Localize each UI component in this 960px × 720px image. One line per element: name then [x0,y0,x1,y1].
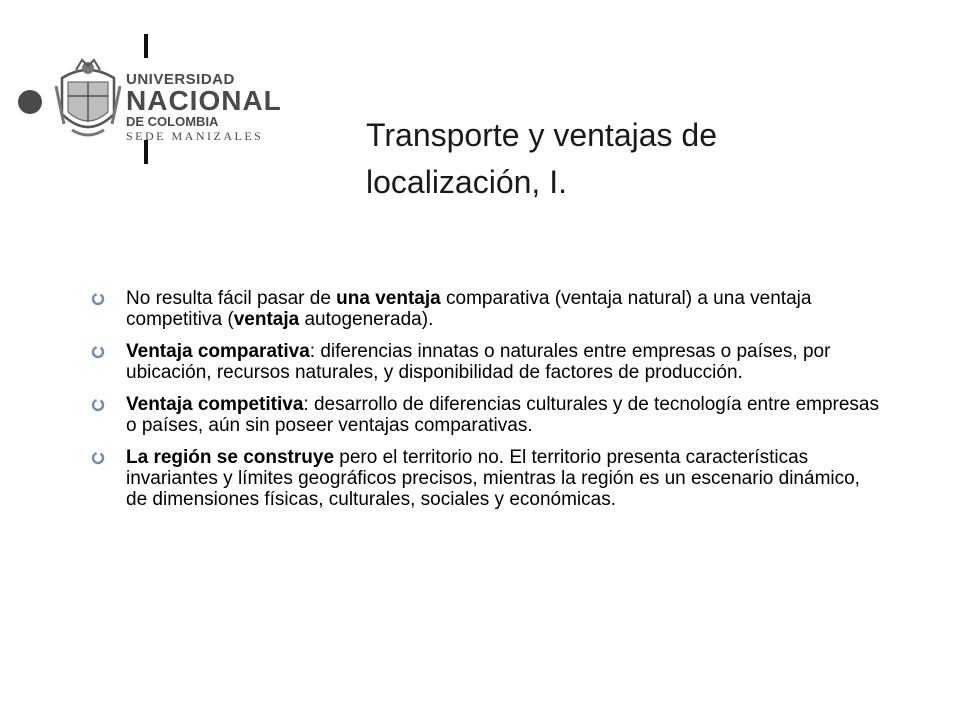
slide-title-line-1: Transporte y ventajas de [366,117,717,153]
bullet-text: No resulta fácil pasar de [126,288,337,309]
logo-line-nacional: NACIONAL [126,85,282,116]
logo-line-de-colombia: DE COLOMBIA [126,114,219,129]
bullet-emphasis: La región se construye [126,447,335,468]
bullet-text: : diferencias innatas o naturales entre empresas o países, por ubicación, recursos naturales, y disponibilidad de factores de producción. [126,341,831,383]
bullet-item [90,288,880,330]
bullet-item [90,394,880,436]
slide-title-line-2: localización, I. [366,164,567,200]
bullet-emphasis: una ventaja [336,288,441,309]
bullet-marker-icon [90,397,106,413]
logo-wordmark [126,72,282,143]
bullet-marker-icon [90,344,106,360]
bullet-marker-icon [90,291,106,307]
bullet-text: : desarrollo de diferencias culturales y de tecnología entre empresas o países, aún sin poseer ventajas comparativas. [126,394,880,436]
bullet-emphasis: Ventaja comparativa [126,341,310,362]
bullet-marker-icon [90,450,106,466]
bullet-list [90,288,880,521]
bullet-emphasis: ventaja [233,309,300,330]
bullet-emphasis: Ventaja competitiva [126,394,304,415]
slide-title [366,112,717,206]
bullet-text: autogenerada). [299,309,434,330]
university-logo [54,54,282,144]
bullet-text: pero el territorio no. El territorio presenta características invariantes y límites geográficos precisos, mientras la región es un escenario dinámico, de dimensiones físicas, culturales, sociales y económicas. [126,447,860,510]
crest-icon [54,56,122,142]
bullet-text: comparativa (ventaja natural) a una ventaja competitiva ( [126,288,812,330]
decorative-dot [18,90,42,114]
logo-line-universidad: UNIVERSIDAD [126,71,235,88]
bullet-item [90,447,880,510]
bullet-item [90,341,880,383]
logo-line-sede: SEDE MANIZALES [126,129,264,143]
